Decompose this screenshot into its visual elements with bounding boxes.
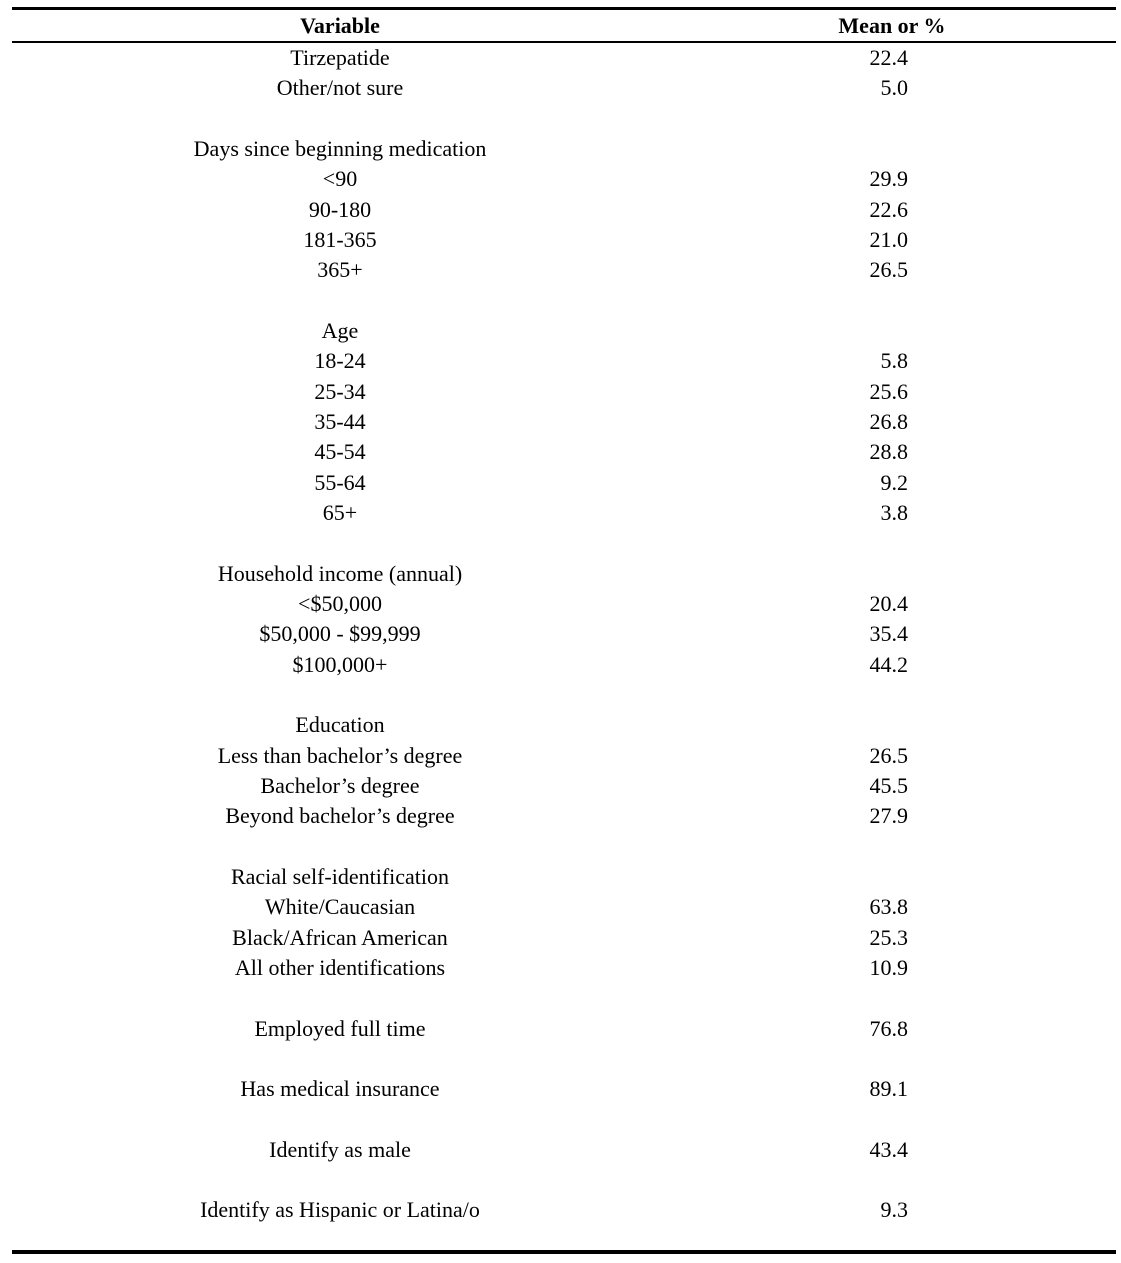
value-cell: 22.4 [869, 45, 908, 70]
table-row [12, 1014, 1116, 1044]
value-cell: 20.4 [869, 590, 908, 616]
variable-cell: 55-64 [314, 469, 366, 495]
variable-cell: 90-180 [308, 196, 372, 222]
value-cell [668, 710, 1116, 740]
variable-cell: Household income (annual) [217, 560, 463, 586]
table-spacer-row [12, 104, 1116, 134]
value-cell: 26.5 [869, 742, 908, 768]
variable-cell: <90 [322, 166, 358, 192]
value-cell: 25.3 [869, 924, 908, 950]
table-row [12, 346, 1116, 376]
value-cell: 29.9 [869, 166, 908, 192]
variable-cell: 45-54 [314, 439, 366, 465]
variable-cell: 18-24 [314, 348, 366, 374]
table-row [12, 619, 1116, 649]
value-cell: 89.1 [869, 1076, 908, 1102]
value-cell [668, 134, 1116, 164]
table-row [12, 377, 1116, 407]
table-row [12, 589, 1116, 619]
table-spacer-row [12, 1044, 1116, 1074]
variable-cell [12, 1044, 668, 1074]
table-row [12, 741, 1116, 771]
table-row [12, 801, 1116, 831]
table-row [12, 255, 1116, 285]
table-row [12, 923, 1116, 953]
table-row [12, 1135, 1116, 1165]
table-row [12, 892, 1116, 922]
table-spacer-row [12, 528, 1116, 558]
table-spacer-row [12, 680, 1116, 710]
table-row [12, 953, 1116, 983]
variable-cell [12, 104, 668, 134]
column-header-mean: Mean or % [838, 13, 946, 38]
value-cell: 45.5 [869, 772, 908, 798]
value-cell: 35.4 [869, 621, 908, 647]
table-row [12, 771, 1116, 801]
table-section-row [12, 862, 1116, 892]
variable-cell: Other/not sure [276, 75, 404, 101]
variable-cell: Age [321, 317, 359, 343]
value-cell: 21.0 [869, 226, 908, 252]
variable-cell [12, 832, 668, 862]
variable-cell: Bachelor’s degree [260, 772, 420, 798]
value-cell [668, 104, 1116, 134]
value-cell [668, 1165, 1116, 1195]
variable-cell: Less than bachelor’s degree [217, 742, 463, 768]
value-cell: 25.6 [869, 378, 908, 404]
variable-cell: White/Caucasian [264, 894, 416, 920]
variable-cell: $100,000+ [292, 651, 388, 677]
value-cell: 43.4 [869, 1136, 908, 1162]
value-cell: 26.8 [869, 408, 908, 434]
table-spacer-row [12, 1104, 1116, 1134]
variable-cell: Identify as male [269, 1136, 411, 1162]
value-cell: 76.8 [869, 1015, 908, 1041]
table-header-row [12, 10, 1116, 41]
variable-cell: 365+ [317, 257, 363, 283]
table-section-row [12, 559, 1116, 589]
value-cell [668, 286, 1116, 316]
table-row [12, 1074, 1116, 1104]
value-cell: 3.8 [880, 499, 908, 525]
value-cell: 22.6 [869, 196, 908, 222]
table-spacer-row [12, 983, 1116, 1013]
value-cell [668, 528, 1116, 558]
value-cell [668, 559, 1116, 589]
variable-cell: Identify as Hispanic or Latina/o [200, 1197, 480, 1223]
value-cell: 63.8 [869, 894, 908, 920]
value-cell: 10.9 [869, 954, 908, 980]
value-cell [668, 983, 1116, 1013]
table-section-row [12, 710, 1116, 740]
table-row [12, 225, 1116, 255]
value-cell: 9.3 [880, 1197, 908, 1223]
table-row [12, 437, 1116, 467]
table-spacer-row [12, 832, 1116, 862]
variable-cell: $50,000 - $99,999 [259, 621, 421, 647]
value-cell: 9.2 [880, 469, 908, 495]
variable-cell [12, 680, 668, 710]
value-cell [668, 1104, 1116, 1134]
column-header-variable: Variable [300, 13, 380, 38]
variable-cell [12, 1104, 668, 1134]
variable-cell [12, 528, 668, 558]
table-row [12, 468, 1116, 498]
value-cell [668, 316, 1116, 346]
table-row [12, 1195, 1116, 1225]
variable-cell: 35-44 [314, 408, 366, 434]
variable-cell [12, 286, 668, 316]
table-row [12, 73, 1116, 103]
value-cell [668, 832, 1116, 862]
table-row [12, 650, 1116, 680]
variable-cell: 25-34 [314, 378, 366, 404]
variable-cell: Has medical insurance [240, 1076, 440, 1102]
table-section-row [12, 316, 1116, 346]
table-spacer-row [12, 286, 1116, 316]
table-row [12, 164, 1116, 194]
table-spacer-row [12, 1165, 1116, 1195]
variable-cell: Tirzepatide [290, 45, 390, 70]
value-cell [668, 680, 1116, 710]
table-body [12, 43, 1116, 1226]
value-cell [668, 862, 1116, 892]
variable-cell: 65+ [322, 499, 358, 525]
table-row [12, 43, 1116, 73]
variable-cell: <$50,000 [298, 590, 382, 616]
variable-cell: Days since beginning medication [193, 135, 487, 161]
variable-cell: All other identifications [234, 954, 446, 980]
variable-cell: Beyond bachelor’s degree [225, 803, 455, 829]
value-cell [668, 1044, 1116, 1074]
variable-cell [12, 1165, 668, 1195]
variable-cell [12, 983, 668, 1013]
variable-cell: Racial self-identification [230, 863, 450, 889]
variable-cell: Black/African American [232, 924, 448, 950]
table-section-row [12, 134, 1116, 164]
table-row [12, 195, 1116, 225]
value-cell: 44.2 [869, 651, 908, 677]
table-row [12, 407, 1116, 437]
value-cell: 27.9 [869, 803, 908, 829]
value-cell: 5.8 [880, 348, 908, 374]
variable-cell: Employed full time [254, 1015, 426, 1041]
table-row [12, 498, 1116, 528]
value-cell: 28.8 [869, 439, 908, 465]
value-cell: 26.5 [869, 257, 908, 283]
table-bottom-rule [12, 1250, 1116, 1254]
value-cell: 5.0 [880, 75, 908, 101]
variable-cell: 181-365 [303, 226, 377, 252]
variable-cell: Education [295, 712, 385, 738]
